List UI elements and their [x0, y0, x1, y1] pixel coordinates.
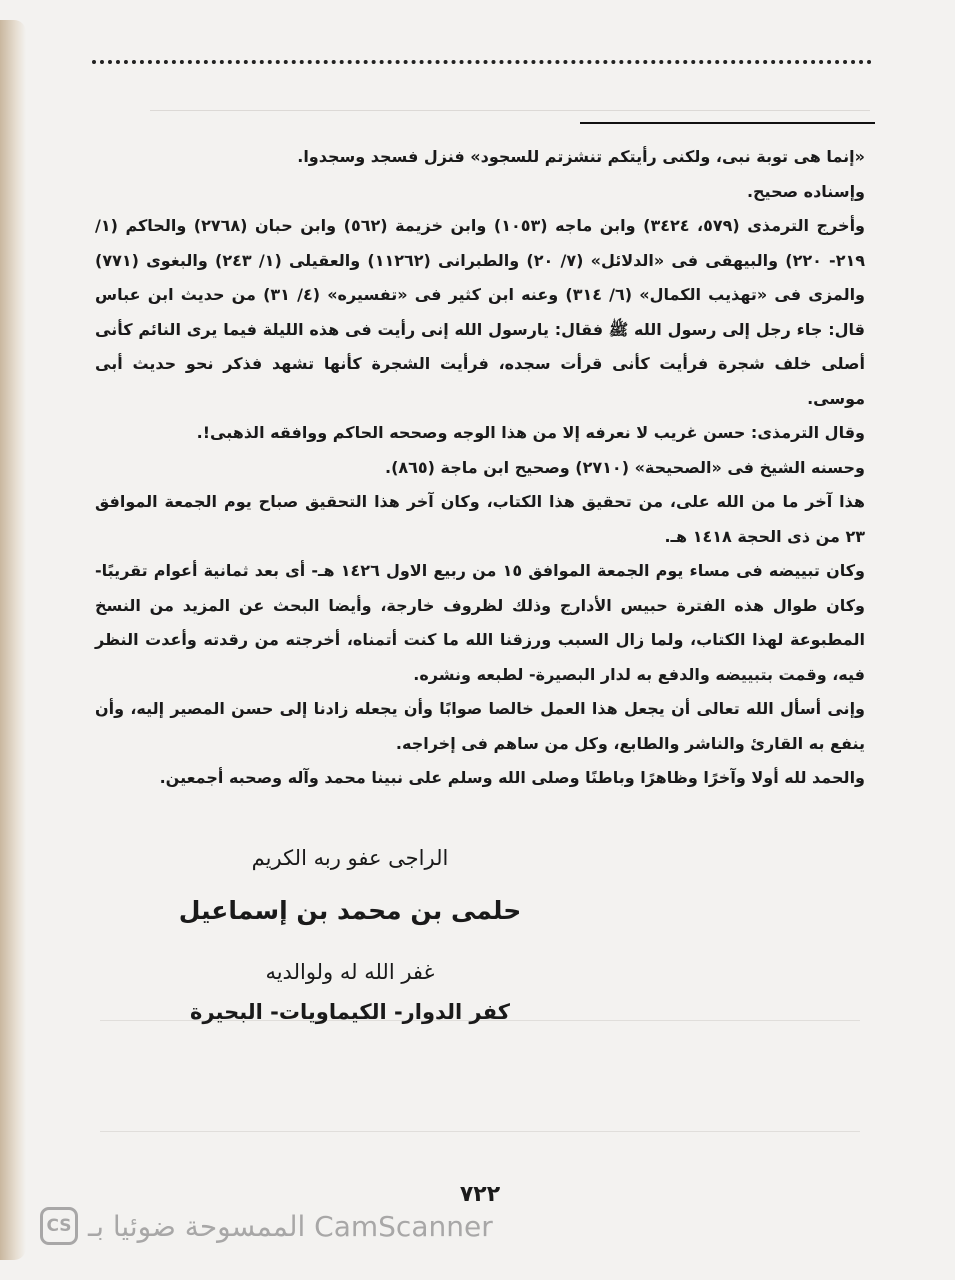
signature-prayer: غفر الله له ولوالديه: [265, 960, 435, 984]
author-signature-block: [160, 838, 540, 1032]
watermark-text: الممسوحة ضوئيا بـ CamScanner: [88, 1209, 493, 1243]
show-through-decoration: [150, 70, 870, 111]
paragraph: وإنى أسأل الله تعالى أن يجعل هذا العمل خالصا صوابًا وأن يجعله زادنا إلى حسن المصير إليه، وأن ينفع به القارئ والناشر والطابع، وكل من ساهم فى إخراجه.: [95, 699, 865, 753]
footnote-separator-rule: [580, 122, 875, 124]
author-name: حلمى بن محمد بن إسماعيل: [178, 896, 522, 925]
paragraph: والحمد لله أولا وآخرًا وظاهرًا وباطنًا وصلى الله وسلم على نبينا محمد وآله وصحبه أجمعين.: [159, 768, 865, 787]
camscanner-watermark: [40, 1204, 493, 1248]
paragraph: وكان تبييضه فى مساء يوم الجمعة الموافق ١٥ من ربيع الاول ١٤٢٦ هـ- أى بعد ثمانية أعوام تقريبًا- وكان طوال هذه الفترة حبيس الأدارج وذلك لظروف خارجة، وأيضا البحث عن المزيد من النسخ المطبوعة لهذا الكتاب، ولما زال السبب ورزقنا الله ما كنت أتمناه، أخرجته من رقدته وأعدت النظر فيه، وقمت بتبييضه والدفع به لدار البصيرة- لطبعه ونشره.: [95, 561, 865, 684]
page-number: ٧٢٢: [459, 1182, 501, 1207]
footnote-body: [95, 140, 865, 796]
paragraph: «إنما هى توبة نبى، ولكنى رأيتكم تنشزتم للسجود» فنزل فسجد وسجدوا.: [297, 147, 865, 166]
signature-intro: الراجى عفو ربه الكريم: [251, 846, 449, 870]
paragraph: وقال الترمذى: حسن غريب لا نعرفه إلا من هذا الوجه وصححه الحاكم ووافقه الذهبى!.: [196, 423, 865, 442]
paragraph: وأخرج الترمذى (٥٧٩، ٣٤٢٤) وابن ماجه (١٠٥٣) وابن خزيمة (٥٦٢) وابن حبان (٢٧٦٨) والحاكم (١/ ٢١٩- ٢٢٠) والبيهقى فى «الدلائل» (٧/ ٢٠) والطبرانى (١١٢٦٢) والعقيلى (١/ ٢٤٣) والبغوى (٧٧١) والمزى فى «تهذيب الكمال» (٦/ ٣١٤) وعنه ابن كثير فى «تفسيره» (٤/ ٣١) من حديث ابن عباس قال: جاء رجل إلى رسول الله ﷺ فقال: يارسول الله إنى رأيت فى هذه الليلة فيما يرى النائم كأنى أصلى خلف شجرة فرأيت كأنى قرأت سجده، فرأيت الشجرة كأنها تشهد فذكر نحو حديث أبى موسى.: [95, 216, 865, 408]
paragraph: وإسناده صحيح.: [746, 181, 865, 201]
show-through-decoration: [100, 1020, 860, 1132]
author-location: كفر الدوار- الكيماويات- البحيرة: [190, 1000, 510, 1024]
header-dotted-rule: [92, 60, 872, 64]
paragraph: وحسنه الشيخ فى «الصحيحة» (٢٧١٠) وصحيح ابن ماجة (٨٦٥).: [384, 457, 865, 477]
camscanner-logo-icon: CS: [40, 1207, 78, 1245]
page-edge-shadow: [0, 20, 26, 1260]
paragraph: هذا آخر ما من الله على، من تحقيق هذا الكتاب، وكان آخر هذا التحقيق صباح يوم الجمعة الموافق ٢٣ من ذى الحجة ١٤١٨ هـ.: [95, 492, 865, 546]
